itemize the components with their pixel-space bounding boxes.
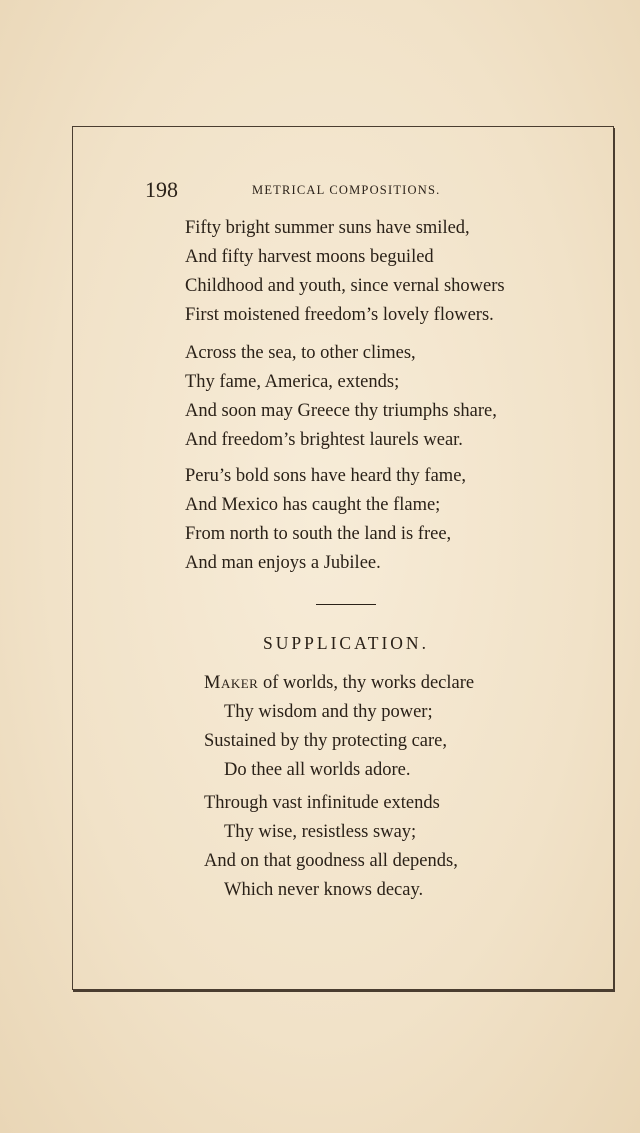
verse-line: Thy wise, resistless sway; xyxy=(224,822,417,842)
verse-line: Thy fame, America, extends; xyxy=(185,372,400,392)
verse-line: Do thee all worlds adore. xyxy=(224,760,411,780)
first-line-rest: of worlds, thy works declare xyxy=(258,673,475,693)
stanza-5 xyxy=(204,789,458,905)
verse-line: Sustained by thy protecting care, xyxy=(204,731,448,751)
stanza-2 xyxy=(185,339,497,455)
verse-line: And on that goodness all depends, xyxy=(204,851,458,871)
verse-line: Across the sea, to other climes, xyxy=(185,343,416,363)
initial-word: Maker xyxy=(204,673,259,693)
verse-line: From north to south the land is free, xyxy=(185,524,452,544)
verse-line: Thy wisdom and thy power; xyxy=(224,702,433,722)
section-divider xyxy=(316,604,376,605)
verse-line: Fifty bright summer suns have smiled, xyxy=(185,218,470,238)
page-number: 198 xyxy=(145,177,178,202)
running-title: METRICAL COMPOSITIONS. xyxy=(252,183,441,197)
stanza-4 xyxy=(204,669,474,785)
verse-line: First moistened freedom’s lovely flowers. xyxy=(185,305,494,325)
stanza-1 xyxy=(185,214,505,330)
verse-line: And soon may Greece thy triumphs share, xyxy=(185,401,497,421)
verse-line: And freedom’s brightest laurels wear. xyxy=(185,430,463,450)
poem-title: SUPPLICATION. xyxy=(263,633,429,653)
verse-line: Through vast infinitude extends xyxy=(204,793,440,813)
verse-line: And Mexico has caught the flame; xyxy=(185,495,441,515)
verse-line: Which never knows decay. xyxy=(224,880,424,900)
verse-line: And man enjoys a Jubilee. xyxy=(185,553,381,573)
verse-line: Childhood and youth, since vernal showers xyxy=(185,276,505,296)
verse-line: And fifty harvest moons beguiled xyxy=(185,247,434,267)
stanza-3 xyxy=(185,462,466,578)
verse-line: Peru’s bold sons have heard thy fame, xyxy=(185,466,467,486)
verse-line-first xyxy=(204,669,474,698)
